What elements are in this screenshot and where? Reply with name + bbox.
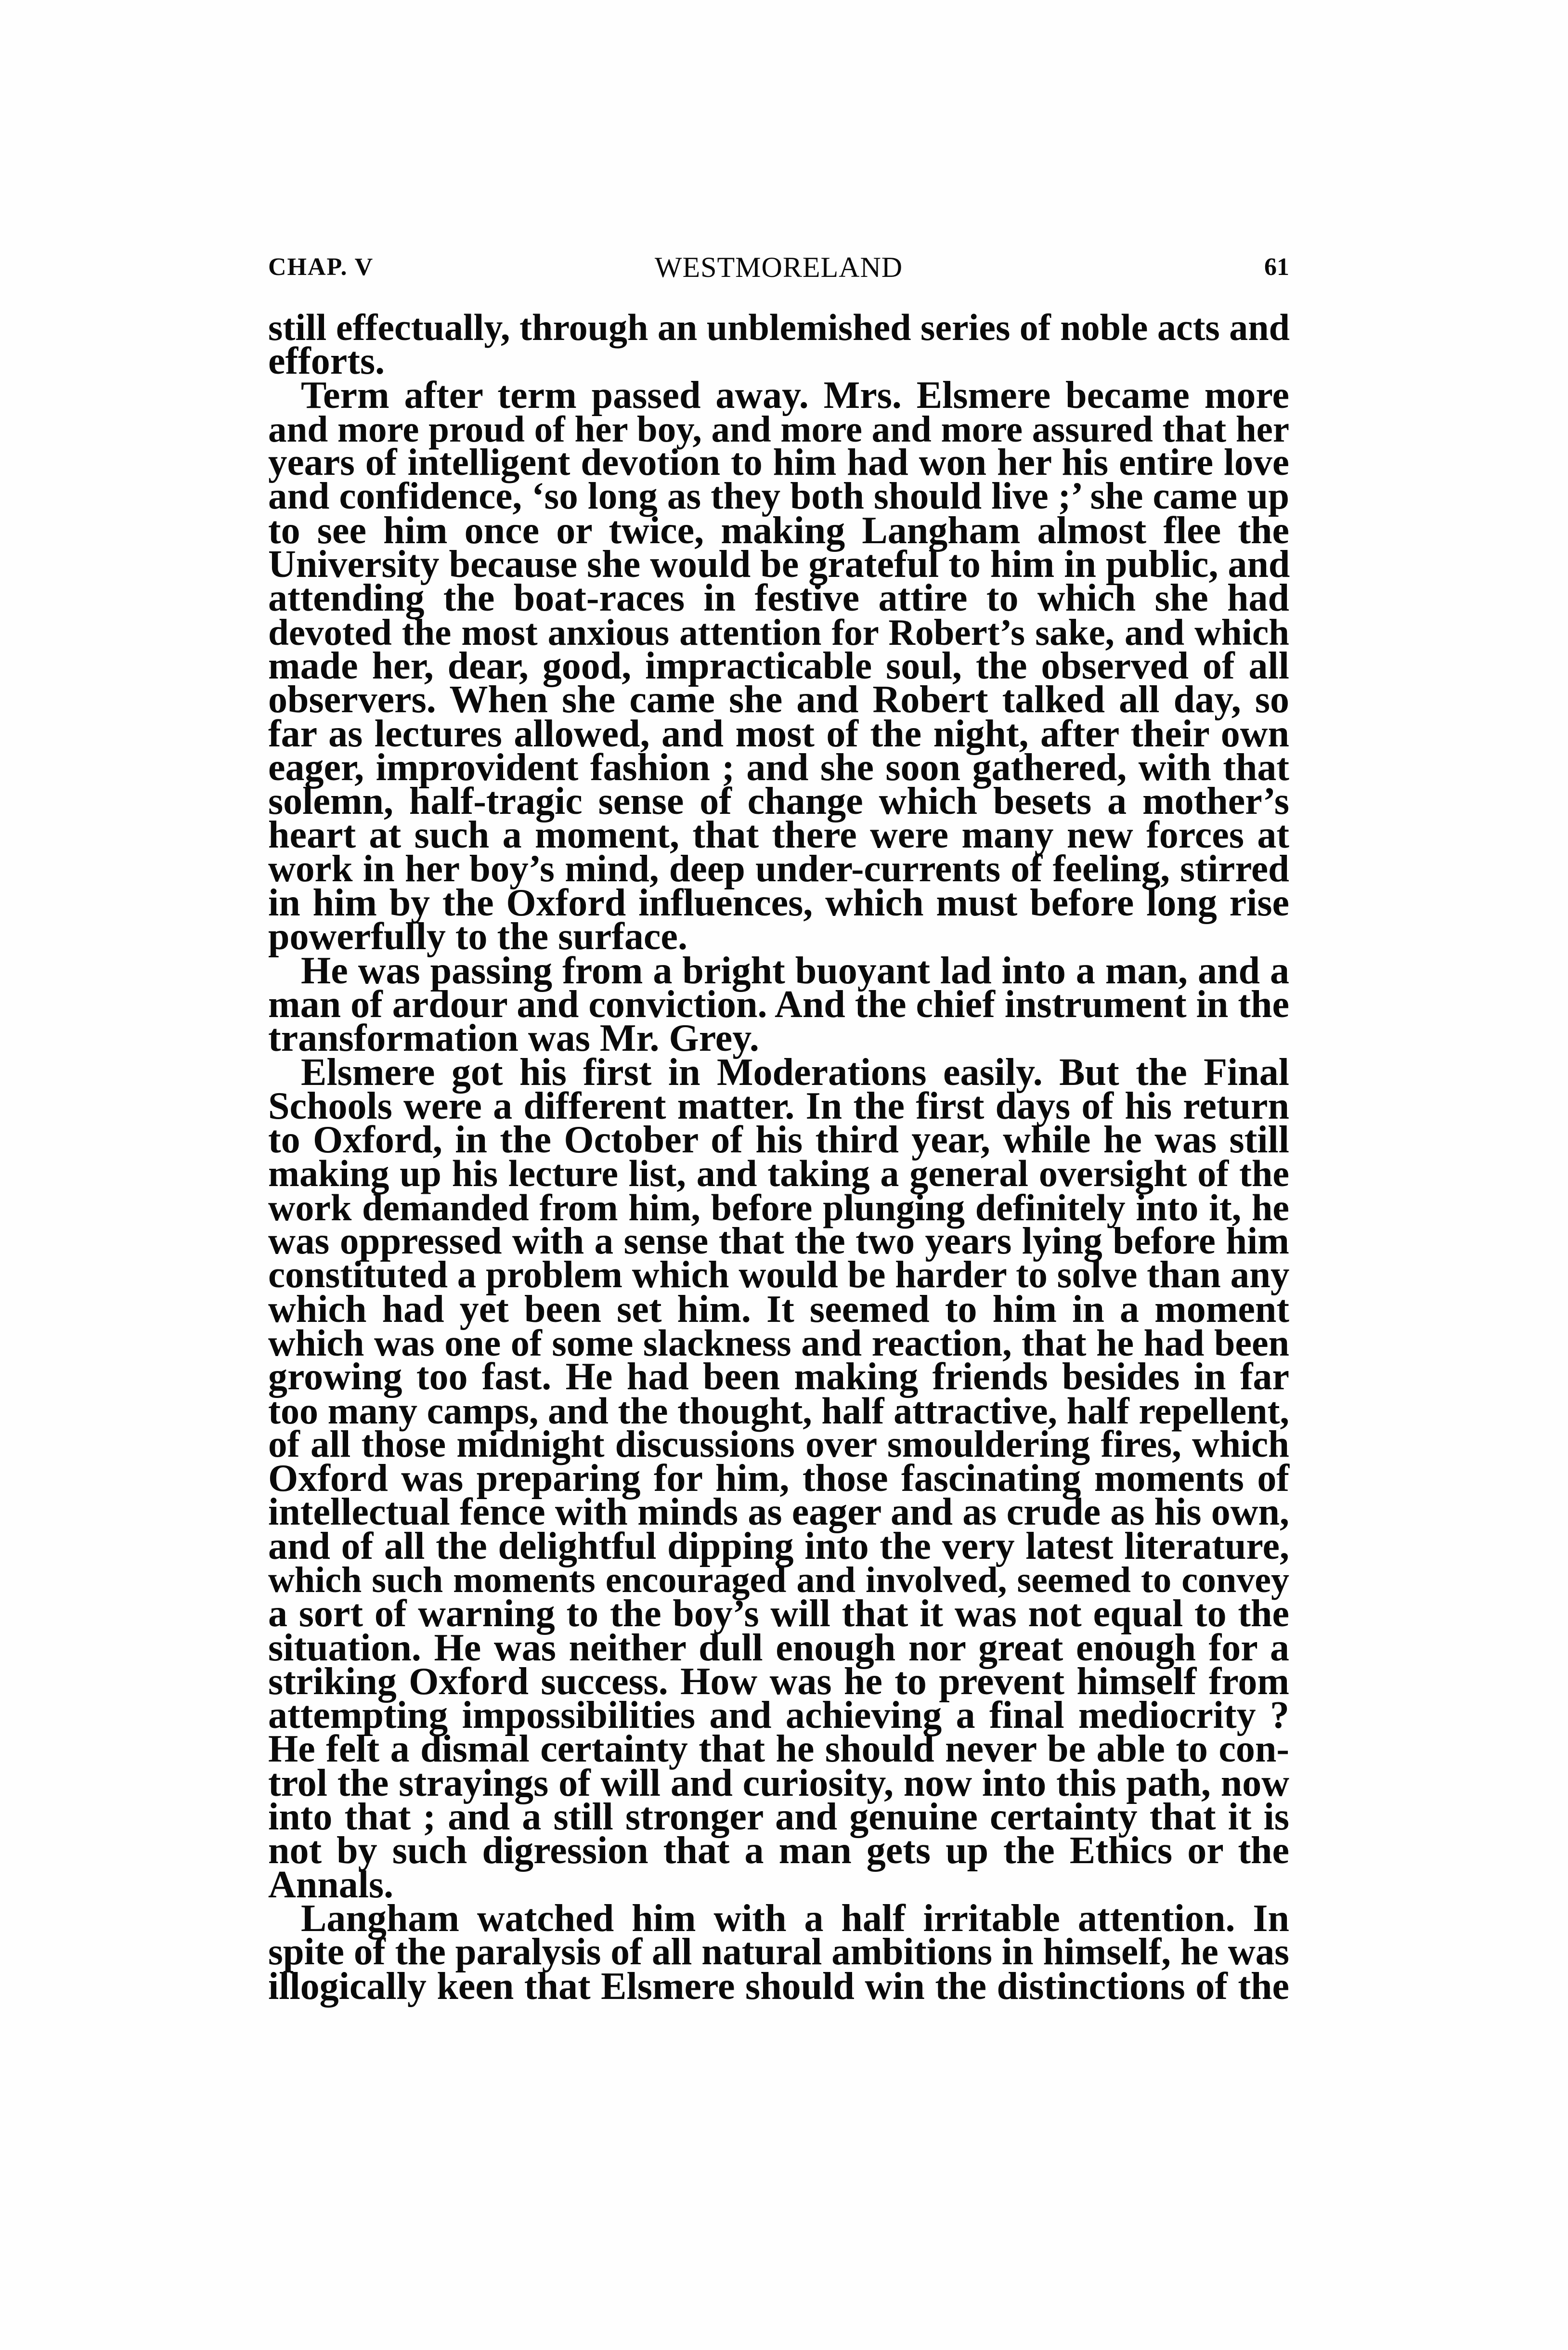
text-line: work demanded from him, before plunging definitely into it, he bbox=[268, 1186, 1289, 1228]
text-line: Annals. bbox=[268, 1863, 394, 1906]
text-line: too many camps, and the thought, half attractive, half repellent, bbox=[268, 1389, 1289, 1432]
text-line: University because she would be grateful to him in public, and bbox=[268, 543, 1290, 586]
text-line: still effectually, through an unblemished series of noble acts and bbox=[268, 306, 1290, 348]
text-line: Langham watched him with a half irritable attention. In bbox=[301, 1897, 1289, 1940]
chapter-label: CHAP. V bbox=[268, 253, 374, 281]
text-line: and of all the delightful dipping into the very latest literature, bbox=[268, 1525, 1289, 1567]
text-line: in him by the Oxford influences, which must before long rise bbox=[268, 882, 1289, 925]
text-line: far as lectures allowed, and most of the night, after their own bbox=[268, 712, 1289, 755]
text-line: man of ardour and conviction. And the chief instrument in the bbox=[268, 983, 1289, 1026]
running-head bbox=[268, 250, 1289, 284]
text-line: He felt a dismal certainty that he should never be able to con- bbox=[268, 1728, 1289, 1771]
text-line: Term after term passed away. Mrs. Elsmere became more bbox=[301, 374, 1289, 417]
text-line: making up his lecture list, and taking a general oversight of the bbox=[268, 1152, 1289, 1195]
text-line: to Oxford, in the October of his third year, while he was still bbox=[268, 1119, 1289, 1162]
text-line: solemn, half-tragic sense of change which besets a mother’s bbox=[268, 780, 1289, 823]
body-text bbox=[268, 306, 1290, 2008]
text-line: situation. He was neither dull enough nor great enough for a bbox=[268, 1626, 1289, 1669]
text-line: made her, dear, good, impracticable soul, the observed of all bbox=[268, 644, 1289, 687]
text-line: powerfully to the surface. bbox=[268, 915, 687, 958]
text-line: illogically keen that Elsmere should win the distinctions of the bbox=[268, 1965, 1289, 2008]
text-line: was oppressed with a sense that the two years lying before him bbox=[268, 1220, 1289, 1263]
text-line: Schools were a different matter. In the first days of his return bbox=[268, 1084, 1289, 1127]
text-line: efforts. bbox=[268, 340, 385, 383]
text-line: of all those midnight discussions over smouldering fires, which bbox=[268, 1423, 1289, 1465]
text-line: intellectual fence with minds as eager and as crude as his own, bbox=[268, 1491, 1289, 1534]
text-line: a sort of warning to the boy’s will that it was not equal to the bbox=[268, 1593, 1289, 1635]
page-number: 61 bbox=[1264, 253, 1289, 281]
text-line: and more proud of her boy, and more and more assured that her bbox=[268, 408, 1289, 450]
text-line: into that ; and a still stronger and genuine certainty that it is bbox=[268, 1796, 1289, 1839]
text-line: not by such digression that a man gets up the Ethics or the bbox=[268, 1829, 1289, 1872]
text-line: Elsmere got his first in Moderations easily. But the Final bbox=[301, 1051, 1289, 1094]
text-line: heart at such a moment, that there were many new forces at bbox=[268, 814, 1289, 857]
text-line: He was passing from a bright buoyant lad into a man, and a bbox=[301, 949, 1289, 992]
text-line: striking Oxford success. How was he to prevent himself from bbox=[268, 1660, 1289, 1703]
text-line: attempting impossibilities and achieving a final mediocrity ? bbox=[268, 1694, 1289, 1737]
text-line: growing too fast. He had been making friends besides in far bbox=[268, 1356, 1289, 1398]
text-line: attending the boat-races in festive attire to which she had bbox=[268, 577, 1289, 620]
text-line: to see him once or twice, making Langham almost flee the bbox=[268, 509, 1289, 552]
text-line: which was one of some slackness and reaction, that he had been bbox=[268, 1321, 1289, 1364]
text-line: constituted a problem which would be harder to solve than any bbox=[268, 1254, 1290, 1296]
text-line: transformation was Mr. Grey. bbox=[268, 1017, 759, 1060]
text-line: eager, improvident fashion ; and she soon gathered, with that bbox=[268, 746, 1289, 789]
text-line: and confidence, ‘so long as they both should live ;’ she came up bbox=[268, 475, 1289, 518]
text-line: which had yet been set him. It seemed to him in a moment bbox=[268, 1288, 1289, 1331]
text-line: spite of the paralysis of all natural ambitions in himself, he was bbox=[268, 1931, 1289, 1973]
text-line: devoted the most anxious attention for Robert’s sake, and which bbox=[268, 611, 1289, 653]
text-line: Oxford was preparing for him, those fascinating moments of bbox=[268, 1457, 1289, 1500]
text-line: years of intelligent devotion to him had won her his entire love bbox=[268, 442, 1289, 484]
text-line: trol the strayings of will and curiosity, now into this path, now bbox=[268, 1762, 1289, 1804]
running-title: WESTMORELAND bbox=[654, 251, 903, 283]
text-line: work in her boy’s mind, deep under-currents of feeling, stirred bbox=[268, 848, 1289, 890]
text-line: observers. When she came she and Robert talked all day, so bbox=[268, 679, 1289, 721]
text-line: which such moments encouraged and involved, seemed to convey bbox=[268, 1559, 1289, 1600]
